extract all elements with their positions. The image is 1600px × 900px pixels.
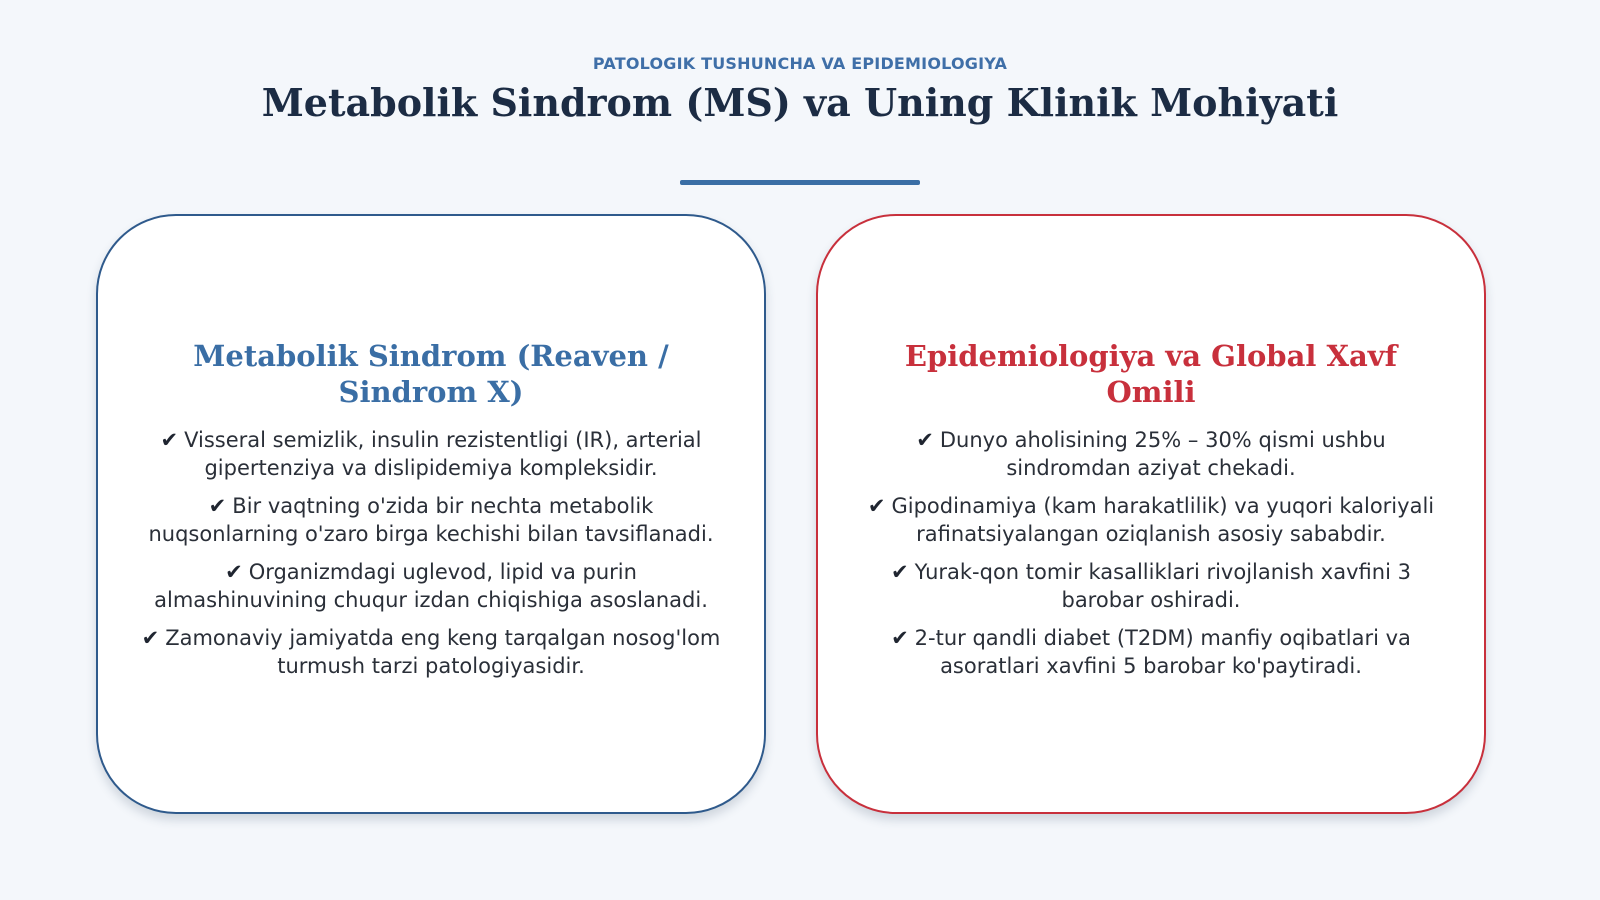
list-item [138,426,724,482]
list-item-text: Dunyo aholisining 25% – 30% qismi ushbu sindromdan aziyat chekadi. [939,428,1386,480]
list-item-text: Yurak-qon tomir kasalliklari rivojlanish xavfini 3 barobar oshiradi. [914,560,1411,612]
list-item [138,624,724,680]
check-icon: ✔ [225,560,243,584]
card-title: Epidemiologiya va Global Xavf Omili [904,339,1398,409]
check-icon: ✔ [208,494,227,518]
title-divider [680,180,920,185]
check-icon: ✔ [891,626,909,650]
list-item [858,492,1444,548]
check-icon: ✔ [916,428,934,452]
list-item-text: Gipodinamiya (kam harakatlilik) va yuqori kaloriyali rafinatsiyalangan oziqlanish asosiy sababdir. [891,494,1435,546]
list-item-text: Zamonaviy jamiyatda eng keng tarqalgan nosog'lom turmush tarzi patologiyasidir. [165,626,721,678]
slide-eyebrow: PATOLOGIK TUSHUNCHA VA EPIDEMIOLOGIYA [592,54,1008,73]
points-list [138,426,724,690]
list-item-text: Visseral semizlik, insulin rezistentligi (IR), arterial gipertenziya va dislipidemiya kompleksidir. [184,428,702,480]
card-epidemiology [816,214,1486,814]
list-item [138,492,724,548]
list-item [858,624,1444,680]
card-title: Metabolik Sindrom (Reaven / Sindrom X) [193,339,669,409]
card-metabolic-syndrome [96,214,766,814]
points-list [858,426,1444,690]
list-item-text: Organizmdagi uglevod, lipid va purin almashinuvining chuqur izdan chiqishiga asoslanadi. [154,560,708,612]
list-item [858,426,1444,482]
check-icon: ✔ [160,428,179,452]
slide-title: Metabolik Sindrom (MS) va Uning Klinik Mohiyati [261,80,1339,125]
list-item-text: 2-tur qandli diabet (T2DM) manfiy oqibatlari va asoratlari xavfini 5 barobar ko'paytiradi. [914,626,1411,678]
check-icon: ✔ [891,560,909,584]
list-item [858,558,1444,614]
check-icon: ✔ [141,626,160,650]
list-item [138,558,724,614]
list-item-text: Bir vaqtning o'zida bir nechta metabolik nuqsonlarning o'zaro birga kechishi bilan tavsiflanadi. [148,494,714,546]
check-icon: ✔ [867,494,886,518]
